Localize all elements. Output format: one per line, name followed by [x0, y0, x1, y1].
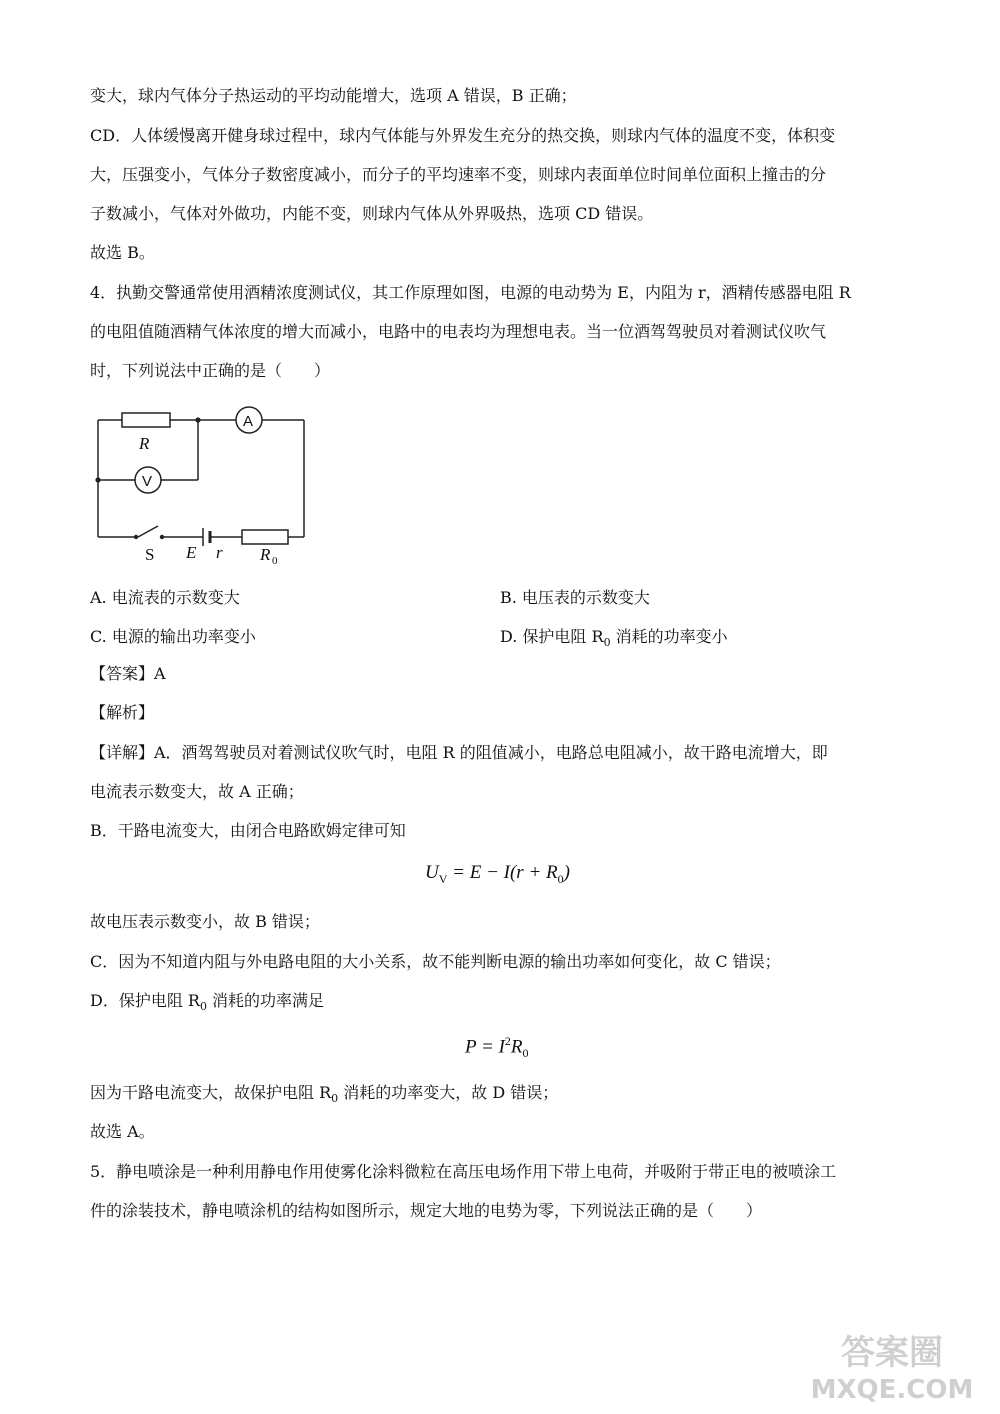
conclusion-line: 故选 A。 — [90, 1122, 155, 1141]
detail-line: D．保护电阻 $R_0$ 消耗的功率满足 — [90, 991, 325, 1014]
question-5-text: 5．静电喷涂是一种利用静电作用使雾化涂料微粒在高压电场作用下带上电荷，并吸附于带正电的被喷涂工 — [90, 1162, 837, 1181]
protective-resistor-label: R — [260, 545, 271, 564]
junction-dot — [95, 477, 100, 482]
paragraph-line: 大，压强变小，气体分子数密度减小，而分子的平均速率不变，则球内表面单位时间单位面积上撞击的分 — [90, 165, 827, 184]
junction-dot — [195, 417, 200, 422]
svg-text:MXQE.COM: MXQE.COM — [810, 1375, 974, 1405]
protective-resistor-subscript: 0 — [272, 555, 278, 567]
paragraph-line: 变大，球内气体分子热运动的平均动能增大，选项 A 错误，B 正确； — [90, 86, 577, 105]
switch-contact — [134, 535, 138, 539]
detail-line: C．因为不知道内阻与外电路电阻的大小关系，故不能判断电源的输出功率如何变化，故 C 错误； — [90, 952, 781, 971]
question-4-text: 的电阻值随酒精气体浓度的增大而减小，电路中的电表均为理想电表。当一位酒驾驾驶员对着测试仪吹气 — [90, 322, 827, 341]
detail-line: 故电压表示数变小，故 B 错误； — [90, 912, 320, 931]
switch-label: S — [145, 545, 155, 564]
detail-line: B．干路电流变大，由闭合电路欧姆定律可知 — [90, 821, 406, 840]
option-c[interactable]: C. 电源的输出功率变小 — [90, 627, 256, 646]
internal-resistance-label: r — [216, 543, 223, 562]
option-d-subscript: 0 — [603, 636, 611, 650]
resistor-R-label: R — [139, 434, 150, 453]
option-d[interactable] — [500, 624, 728, 649]
ammeter-label: A — [243, 413, 254, 430]
detail-line: 因为干路电流变大，故保护电阻 $R_0$ 消耗的功率变大，故 D 错误； — [90, 1083, 559, 1106]
option-d-text: 消耗的功率变小 — [610, 627, 728, 646]
conclusion-line: 故选 B。 — [90, 243, 155, 262]
svg-text:答案圈: 答案圈 — [841, 1333, 943, 1373]
formula-voltage: $U_V = E - I(r + R_0)$ — [425, 862, 570, 886]
analysis-label: 【解析】 — [90, 703, 155, 722]
option-d-text: D. 保护电阻 R — [500, 627, 604, 646]
option-b[interactable]: B. 电压表的示数变大 — [500, 588, 650, 607]
watermark-logo — [802, 1324, 982, 1404]
switch-contact — [160, 535, 164, 539]
emf-label: E — [186, 543, 197, 562]
voltmeter-label: V — [142, 473, 153, 490]
question-4-text: 4．执勤交警通常使用酒精浓度测试仪，其工作原理如图，电源的电动势为 E，内阻为 r，酒精传感器电阻 R — [90, 283, 851, 302]
question-5-text: 件的涂装技术，静电喷涂机的结构如图所示，规定大地的电势为零，下列说法正确的是（ ） — [90, 1201, 763, 1220]
answer-line: 【答案】A — [90, 664, 166, 683]
paragraph-line: CD．人体缓慢离开健身球过程中，球内气体能与外界发生充分的热交换，则球内气体的温度不变，体积变 — [90, 126, 836, 145]
detail-line: 【详解】A．酒驾驾驶员对着测试仪吹气时，电阻 R 的阻值减小，电路总电阻减小，故干路电流增大，即 — [90, 743, 828, 762]
formula-power: $P = I^2R_0$ — [465, 1034, 529, 1061]
option-a[interactable]: A. 电流表的示数变大 — [90, 588, 240, 607]
paragraph-line: 子数减小，气体对外做功，内能不变，则球内气体从外界吸热，选项 CD 错误。 — [90, 204, 654, 223]
circuit-diagram — [88, 400, 318, 567]
detail-line: 电流表示数变大，故 A 正确； — [90, 782, 304, 801]
question-4-text: 时，下列说法中正确的是（ ） — [90, 361, 331, 380]
